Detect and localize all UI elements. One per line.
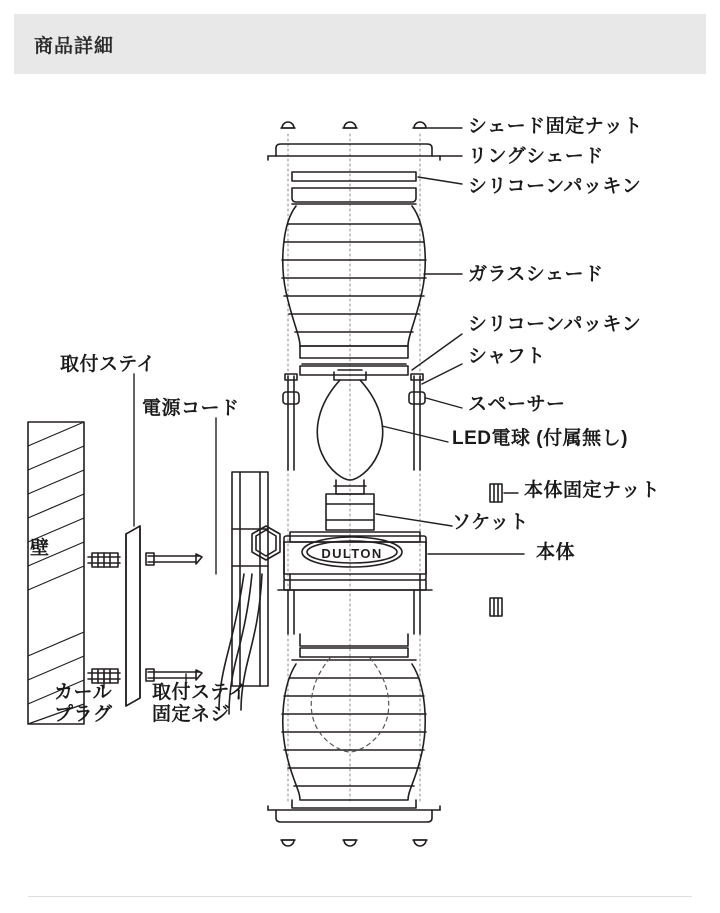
section-header-bar xyxy=(14,14,706,74)
brand-plate-label: DULTON xyxy=(321,546,383,561)
footer-divider xyxy=(28,896,692,897)
label-shade-fixing-nut: シェード固定ナット xyxy=(468,116,643,137)
label-mounting-stay-screw-line2: 固定ネジ xyxy=(152,703,231,725)
label-wall: 壁 xyxy=(30,538,50,559)
label-curl-plug-line2: プラグ xyxy=(54,703,113,725)
label-ring-shade: リングシェード xyxy=(468,146,604,167)
label-silicone-packing-top: シリコーンパッキン xyxy=(468,176,642,197)
page-title: 商品詳細 xyxy=(34,35,115,57)
label-silicone-packing-bottom: シリコーンパッキン xyxy=(468,314,642,335)
label-spacer: スペーサー xyxy=(468,394,566,415)
label-curl-plug xyxy=(54,682,113,726)
label-body-fixing-nut: 本体固定ナット xyxy=(524,480,661,501)
label-mounting-stay: 取付ステイ xyxy=(60,354,156,375)
label-mounting-stay-screw xyxy=(152,682,248,726)
label-socket: ソケット xyxy=(452,512,529,533)
label-mounting-stay-screw-line1: 取付ステイ xyxy=(152,682,248,703)
label-body: 本体 xyxy=(536,542,576,563)
label-glass-shade: ガラスシェード xyxy=(468,264,604,285)
label-shaft: シャフト xyxy=(468,346,546,367)
product-exploded-diagram xyxy=(0,74,720,884)
label-curl-plug-line1: カール xyxy=(54,682,113,703)
label-led-bulb: LED電球 (付属無し) xyxy=(452,428,628,449)
label-power-cord: 電源コード xyxy=(142,398,240,419)
